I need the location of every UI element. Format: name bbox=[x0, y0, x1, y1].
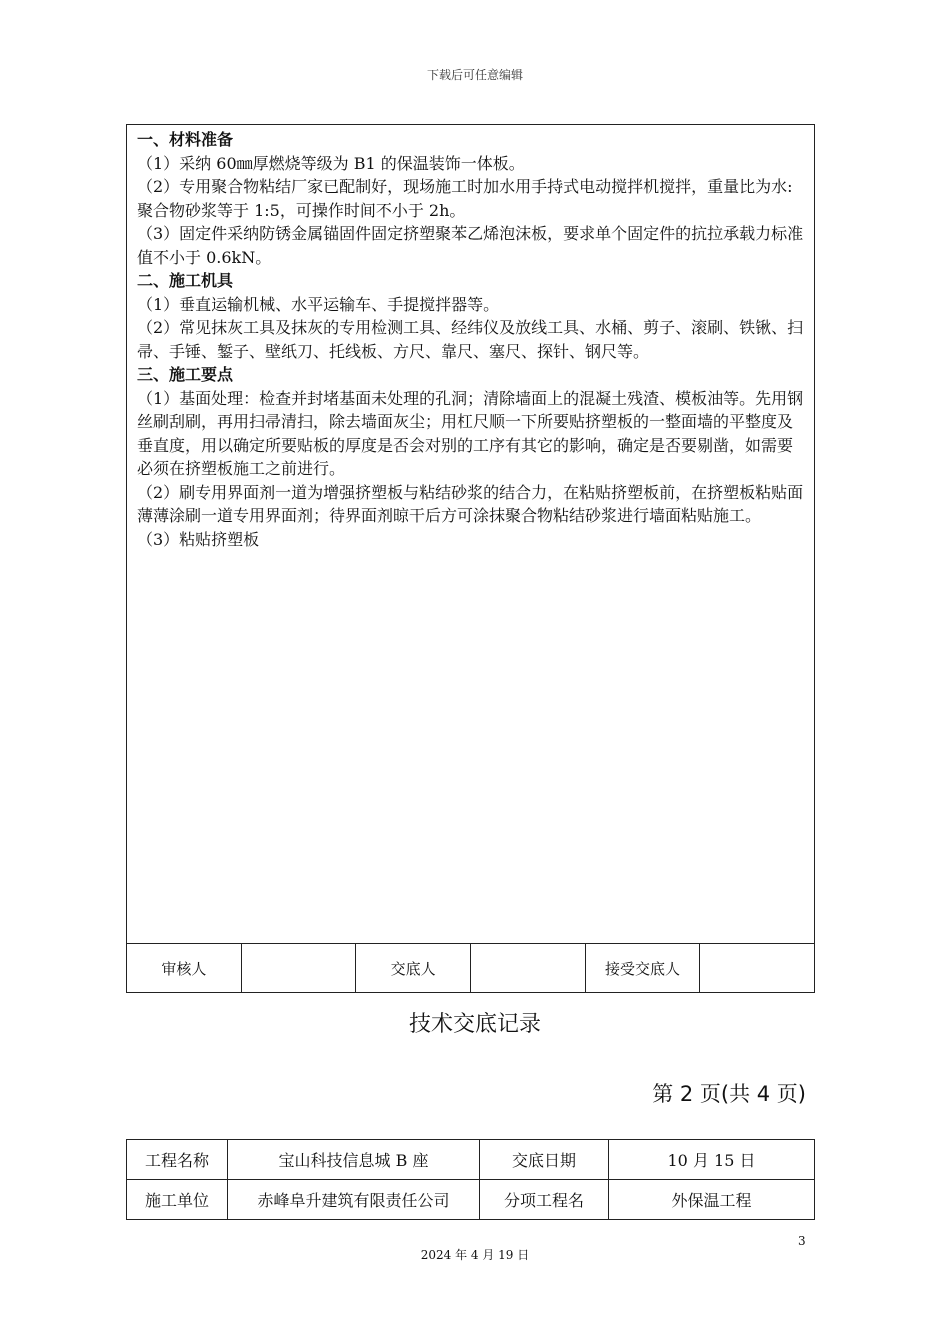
paragraph: （2）专用聚合物粘结厂家已配制好，现场施工时加水用手持式电动搅拌机搅拌，重量比为水:聚合物砂浆等于 1:5，可操作时间不小于 2h。 bbox=[137, 177, 793, 220]
page-number: 第 2 页(共 4 页) bbox=[652, 1082, 806, 1106]
content-text bbox=[137, 128, 806, 551]
date-label: 交底日期 bbox=[480, 1140, 609, 1180]
section-title-materials: 一、材料准备 bbox=[137, 130, 234, 149]
paragraph: （2）常见抹灰工具及抹灰的专用检测工具、经纬仪及放线工具、水桶、剪子、滚刷、铁锹、扫帚、手锤、錾子、壁纸刀、托线板、方尺、靠尺、塞尺、探针、钢尺等。 bbox=[137, 318, 804, 361]
table-row bbox=[127, 1140, 815, 1180]
paragraph: （2）刷专用界面剂一道为增强挤塑板与粘结砂浆的结合力，在粘贴挤塑板前，在挤塑板粘贴面薄薄涂刷一道专用界面剂；待界面剂晾干后方可涂抹聚合物粘结砂浆进行墙面粘贴施工。 bbox=[137, 482, 804, 525]
content-box bbox=[126, 124, 815, 993]
signature-row bbox=[127, 943, 814, 992]
paragraph: （3）粘贴挤塑板 bbox=[137, 529, 260, 549]
receiver-label: 接受交底人 bbox=[586, 944, 701, 992]
paragraph: （1）基面处理：检查并封堵基面未处理的孔洞；清除墙面上的混凝土残渣、模板油等。先用钢丝刷刮刷，再用扫帚清扫，除去墙面灰尘；用杠尺顺一下所要贴挤塑板的一整面墙的平整度及垂直度，用以确定所要贴板的厚度是否会对别的工序有其它的影响，确定是否要剔凿，如需要必须在挤塑板施工之前进行。 bbox=[137, 388, 804, 478]
section-title-key-points: 三、施工要点 bbox=[137, 365, 234, 384]
paragraph: （1）采纳 60㎜厚燃烧等级为 B1 的保温装饰一体板。 bbox=[137, 153, 525, 173]
footer-page-index: 3 bbox=[798, 1234, 806, 1248]
subproject-label: 分项工程名 bbox=[480, 1180, 609, 1220]
header-note: 下载后可任意编辑 bbox=[426, 68, 523, 82]
project-info-table bbox=[126, 1139, 815, 1220]
unit-label: 施工单位 bbox=[127, 1180, 228, 1220]
footer-date: 2024 年 4 月 19 日 bbox=[420, 1248, 530, 1262]
presenter-field[interactable] bbox=[471, 944, 586, 992]
project-name-value: 宝山科技信息城 B 座 bbox=[228, 1140, 480, 1180]
section-title-tools: 二、施工机具 bbox=[137, 271, 234, 290]
document-title: 技术交底记录 bbox=[408, 1012, 541, 1037]
reviewer-label: 审核人 bbox=[127, 944, 242, 992]
reviewer-field[interactable] bbox=[242, 944, 357, 992]
unit-value: 赤峰阜升建筑有限责任公司 bbox=[228, 1180, 480, 1220]
date-value: 10 月 15 日 bbox=[609, 1140, 815, 1180]
receiver-field[interactable] bbox=[700, 944, 814, 992]
paragraph: （1）垂直运输机械、水平运输车、手提搅拌器等。 bbox=[137, 294, 500, 314]
project-name-label: 工程名称 bbox=[127, 1140, 228, 1180]
subproject-value: 外保温工程 bbox=[609, 1180, 815, 1220]
presenter-label: 交底人 bbox=[356, 944, 471, 992]
table-row bbox=[127, 1180, 815, 1220]
paragraph: （3）固定件采纳防锈金属锚固件固定挤塑聚苯乙烯泡沫板，要求单个固定件的抗拉承载力标准值不小于 0.6kN。 bbox=[137, 224, 804, 267]
